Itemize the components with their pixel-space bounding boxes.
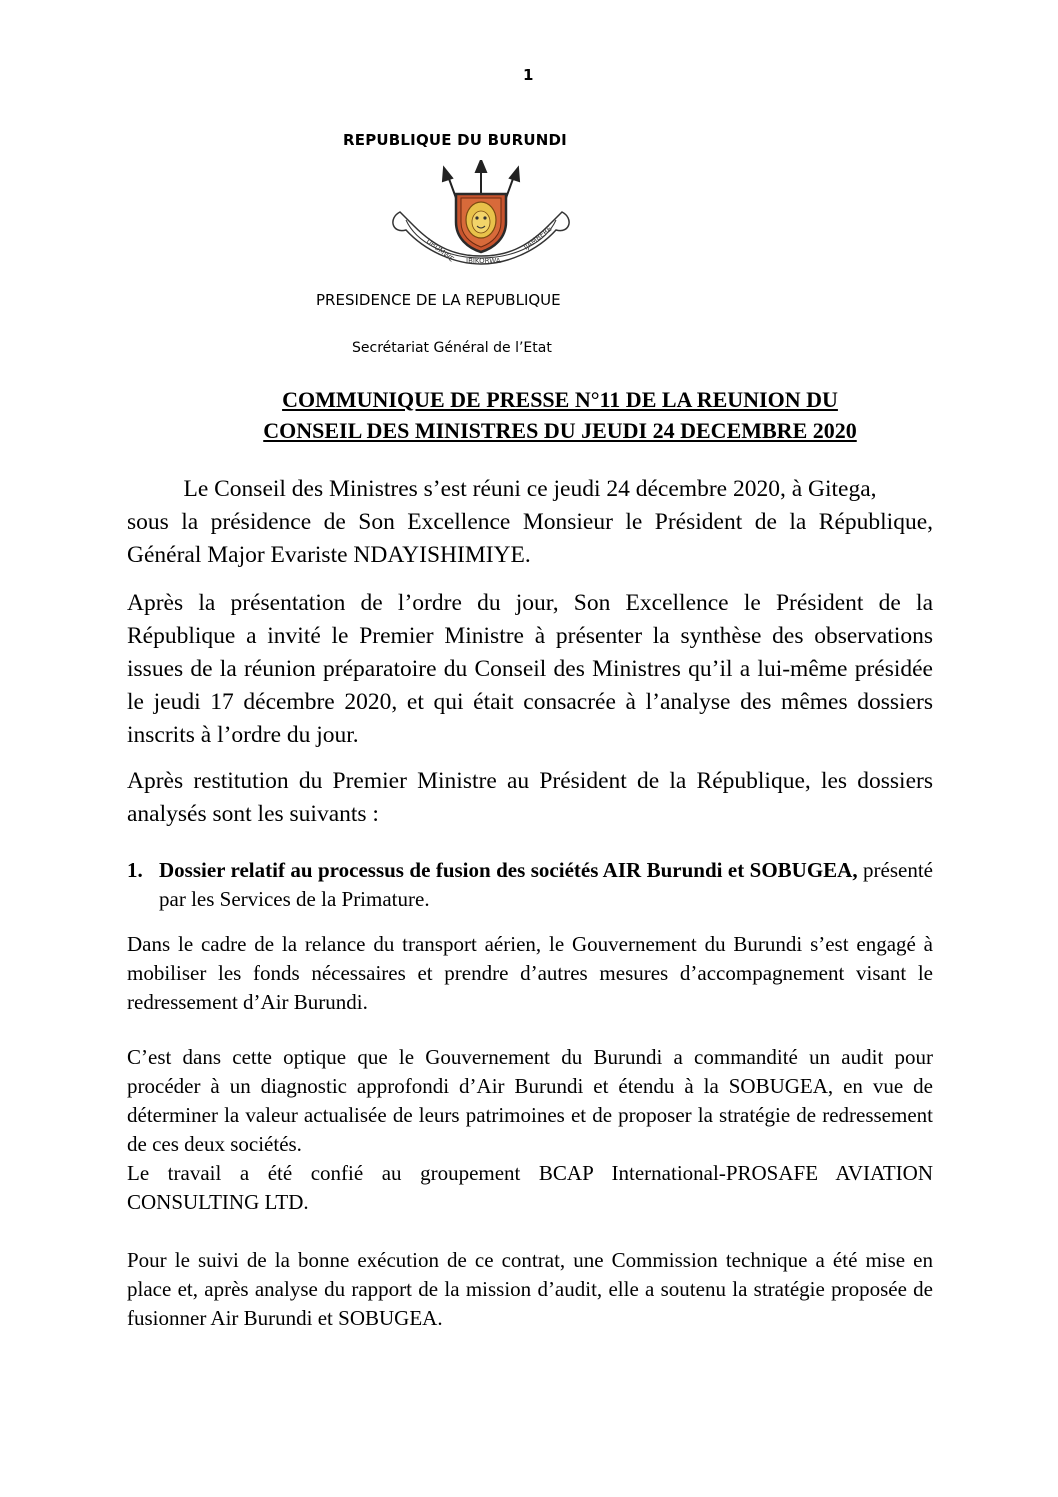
paragraph-intro (127, 473, 933, 572)
secretariat-heading: Secrétariat Général de l’Etat (352, 340, 552, 356)
paragraph-intro-rest: sous la présidence de Son Excellence Monsieur le Président de la République, Général Major Evariste NDAYISHIMIYE. (127, 509, 933, 568)
list-item-1 (127, 856, 933, 914)
paragraph-audit (127, 1043, 933, 1217)
list-item-title: Dossier relatif au processus de fusion des sociétés AIR Burundi et SOBUGEA, (159, 858, 858, 882)
paragraph-commission: Pour le suivi de la bonne exécution de ce contrat, une Commission technique a été mise en place et, après analyse du rapport de la mission d’audit, elle a soutenu la stratégie proposée de fusionner Air Burundi et SOBUGEA. (127, 1248, 933, 1330)
svg-text:IBIKORWA: IBIKORWA (466, 257, 501, 265)
svg-text:UBUMWE: UBUMWE (424, 237, 456, 264)
title-line-1: COMMUNIQUE DE PRESSE N°11 DE LA REUNION DU (282, 387, 838, 412)
page-number: 1 (523, 66, 534, 84)
svg-text:IJAMBERE: IJAMBERE (522, 224, 554, 252)
paragraph-audit-contractor: Le travail a été confié au groupement BCAP International-PROSAFE AVIATION CONSULTING LTD. (127, 1161, 933, 1214)
paragraph-audit-main: C’est dans cette optique que le Gouvernement du Burundi a commandité un audit pour procéder à un diagnostic approfondi d’Air Burundi et étendu à la SOBUGEA, en vue de déterminer la valeur actualisée de leurs patrimoines et de proposer la stratégie de redressement de ces deux sociétés. (127, 1045, 933, 1156)
republic-heading: REPUBLIQUE DU BURUNDI (343, 131, 567, 149)
paragraph-transport: Dans le cadre de la relance du transport aérien, le Gouvernement du Burundi s’est engagé à mobiliser les fonds nécessaires et prendre d’autres mesures d’accompagnement visant le redressement d’Air Burundi. (127, 932, 933, 1014)
press-release-title (210, 384, 910, 446)
list-item-number: 1. (127, 858, 143, 882)
title-line-2: CONSEIL DES MINISTRES DU JEUDI 24 DECEMBRE 2020 (263, 418, 857, 443)
paragraph-agenda: Après la présentation de l’ordre du jour, Son Excellence le Président de la République a invité le Premier Ministre à présenter la synthèse des observations issues de la réunion préparatoire du Conseil des Ministres qu’il a lui-même présidée le jeudi 17 décembre 2020, et qui était consacrée à l’analyse des mêmes dossiers inscrits à l’ordre du jour. (127, 590, 933, 748)
list-item-presenter: présenté par les Services de la Primature. (159, 858, 933, 911)
presidence-heading: PRESIDENCE DE LA REPUBLIQUE (316, 291, 561, 309)
paragraph-dossiers: Après restitution du Premier Ministre au Président de la République, les dossiers analysés sont les suivants : (127, 768, 933, 827)
paragraph-intro-line-1: Le Conseil des Ministres s’est réuni ce jeudi 24 décembre 2020, à Gitega, (183, 476, 877, 502)
coat-of-arms-icon (386, 160, 576, 280)
